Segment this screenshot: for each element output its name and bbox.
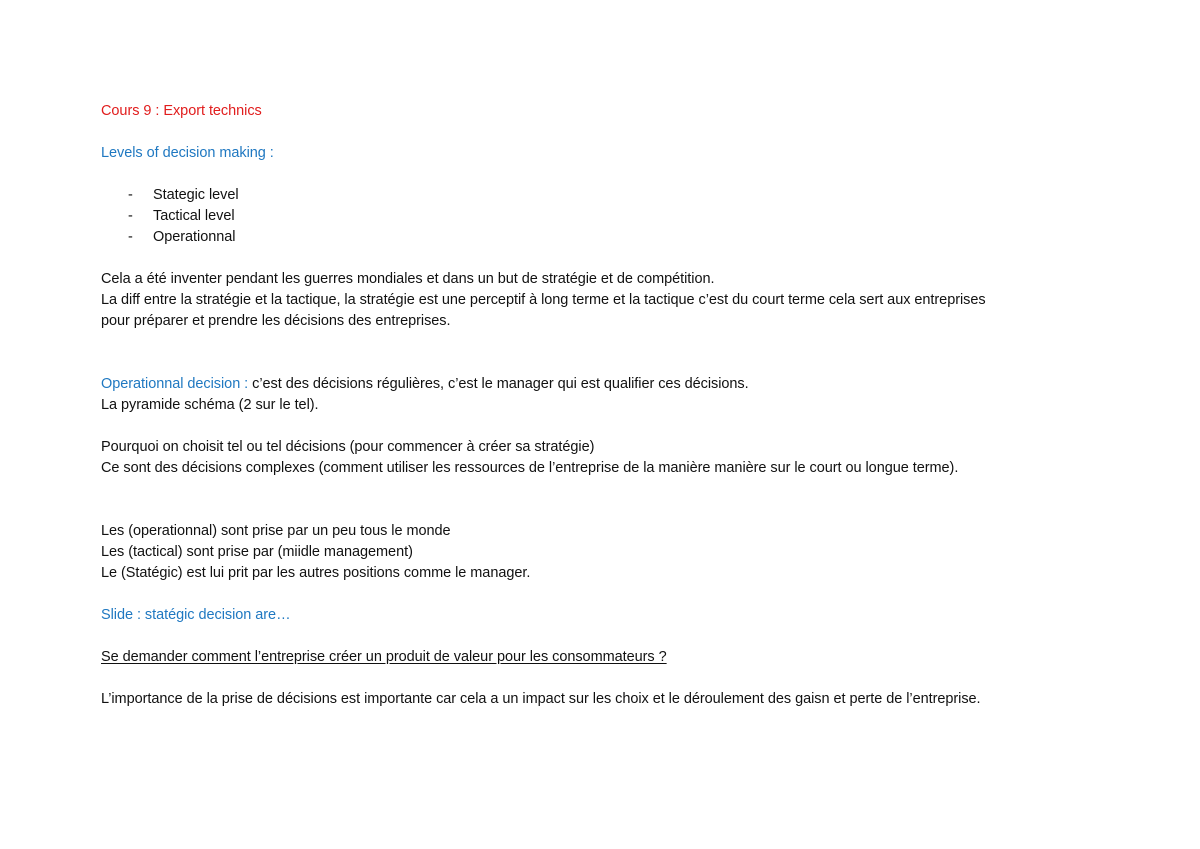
intro-paragraph-line: La diff entre la stratégie et la tactique, la stratégie est une perceptif à long terme et la tactique c’est du court terme cela sert aux entreprises [101, 292, 986, 308]
why-paragraph-line: Pourquoi on choisit tel ou tel décisions (pour commencer à créer sa stratégie) [101, 439, 595, 455]
why-paragraph-line: Ce sont des décisions complexes (comment utiliser les ressources de l’entreprise de la manière manière sur le court ou longue terme). [101, 460, 959, 476]
question-line: Se demander comment l’entreprise créer un produit de valeur pour les consommateurs ? [101, 649, 667, 665]
operational-label: Operationnal decision : [101, 376, 249, 392]
operational-text: c’est des décisions régulières, c’est le manager qui est qualifier ces décisions. [248, 376, 749, 392]
document-body [101, 101, 1101, 710]
slide-heading: Slide : statégic decision are… [101, 607, 291, 623]
levels-heading: Levels of decision making : [101, 145, 274, 161]
list-item: - Operationnal [128, 227, 1101, 248]
levels-list [101, 185, 1101, 248]
intro-paragraph-line: pour préparer et prendre les décisions des entreprises. [101, 313, 451, 329]
document-title: Cours 9 : Export technics [101, 103, 262, 119]
who-paragraph-line: Le (Statégic) est lui prit par les autres positions comme le manager. [101, 565, 531, 581]
list-item: - Tactical level [128, 206, 1101, 227]
pyramid-line: La pyramide schéma (2 sur le tel). [101, 397, 319, 413]
who-paragraph-line: Les (tactical) sont prise par (miidle management) [101, 544, 413, 560]
conclusion-line: L’importance de la prise de décisions est importante car cela a un impact sur les choix et le déroulement des gaisn et perte de l’entreprise. [101, 691, 981, 707]
list-item: - Stategic level [128, 185, 1101, 206]
operational-paragraph [101, 374, 1101, 395]
intro-paragraph-line: Cela a été inventer pendant les guerres mondiales et dans un but de stratégie et de compétition. [101, 271, 715, 287]
who-paragraph-line: Les (operationnal) sont prise par un peu tous le monde [101, 523, 451, 539]
